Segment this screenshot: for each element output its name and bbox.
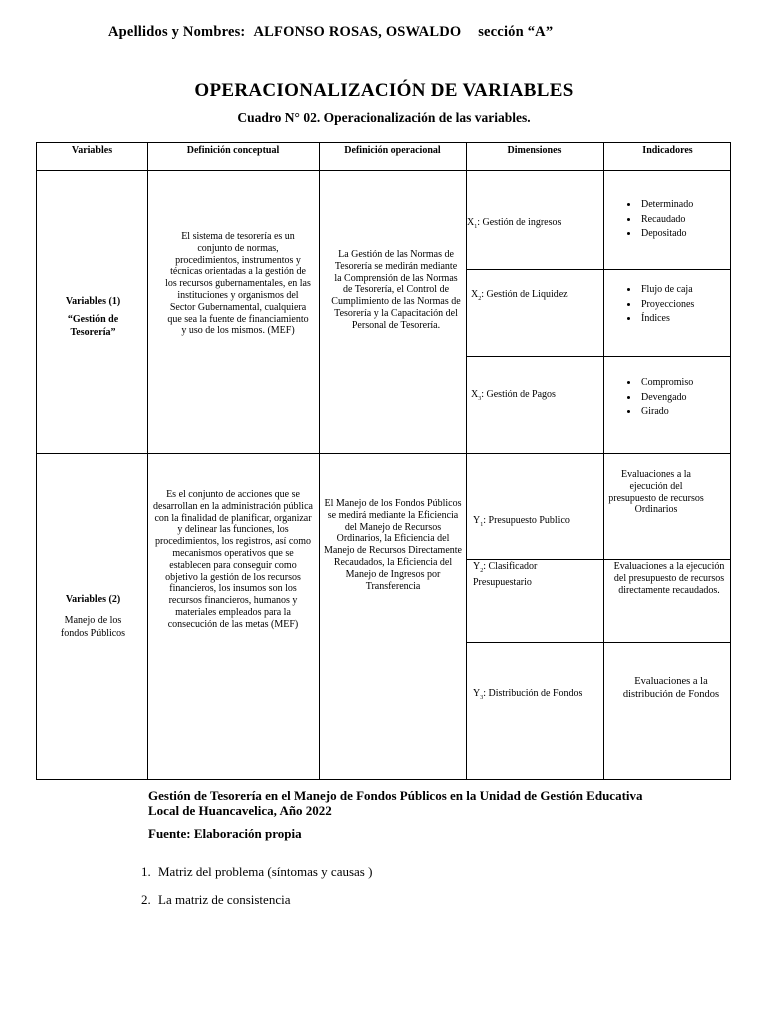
- row-divider: [466, 269, 730, 270]
- list-item: 2. La matriz de consistencia: [154, 892, 372, 908]
- indicator-item: • Flujo de caja: [639, 283, 694, 298]
- column-divider: [603, 143, 604, 779]
- row-divider: [466, 642, 730, 643]
- variable-2-cell: [45, 593, 141, 640]
- indicator-y3: Evaluaciones a la distribución de Fondos: [622, 676, 720, 700]
- row-divider: [466, 356, 730, 357]
- column-divider: [319, 143, 320, 779]
- dimension-y2: $Y_2$: Clasificador Presupuestario: [473, 561, 538, 588]
- table-caption: Gestión de Tesorería en el Manejo de Fondos Públicos en la Unidad de Gestión Educativa Local de Huancavelica, Año 2022: [148, 788, 643, 818]
- indicators-x2: [615, 283, 694, 327]
- dimension-x3: $X_3$: Gestión de Pagos: [471, 389, 556, 402]
- column-divider: [147, 143, 148, 779]
- indicator-item: • Recaudado: [639, 213, 693, 228]
- variable-2-label: Variables (2): [65, 594, 121, 605]
- table-source: Fuente: Elaboración propia: [148, 826, 302, 841]
- row-divider: [37, 170, 730, 171]
- dimension-x2: $X_2$: Gestión de Liquidez: [471, 289, 568, 302]
- indicator-item: • Compromiso: [639, 376, 693, 391]
- section-label: sección “A”: [478, 24, 554, 40]
- indicators-x1: [615, 198, 693, 242]
- indicator-item: • Índices: [639, 312, 694, 327]
- student-header: [108, 24, 558, 41]
- header-conceptual: Definición conceptual: [186, 145, 280, 156]
- indicators-x3: [615, 376, 693, 420]
- indicator-y2: Evaluaciones a la ejecución del presupuesto de recursos directamente recaudados.: [613, 561, 725, 596]
- variable-1-conceptual: El sistema de tesorería es un conjunto de normas, procedimientos, instrumentos y técnicas orientadas a la gestión de los recursos gubernamentales, en las instituciones y organismos del Sector Gubernamental, cualquiera que sea la fuente de financiamiento y uso de los mismos. (MEF): [165, 231, 311, 337]
- header-indicators: Indicadores: [642, 145, 693, 156]
- variable-2-name: Manejo de los fondos Públicos: [60, 615, 126, 639]
- list-item: 1. Matriz del problema (síntomas y causas ): [154, 864, 372, 880]
- indicator-item: • Proyecciones: [639, 298, 694, 313]
- indicator-item: • Devengado: [639, 391, 693, 406]
- header-operational: Definición operacional: [344, 145, 441, 156]
- variable-1-label: Variables (1): [65, 296, 121, 307]
- indicator-item: • Girado: [639, 405, 693, 420]
- row-divider: [466, 559, 730, 560]
- table-caption-title: Cuadro N° 02. Operacionalización de las variables.: [237, 110, 531, 125]
- row-divider: [37, 453, 730, 454]
- student-name: ALFONSO ROSAS, OSWALDO: [253, 24, 462, 40]
- dimension-x1: $X_1$: Gestión de ingresos: [467, 217, 562, 230]
- header-dimensions: Dimensiones: [507, 145, 562, 156]
- variable-1-name: “Gestión de Tesorería”: [67, 314, 119, 338]
- column-divider: [466, 143, 467, 779]
- indicator-item: • Depositado: [639, 227, 693, 242]
- operationalization-table: [36, 142, 731, 780]
- page-title: OPERACIONALIZACIÓN DE VARIABLES: [194, 80, 574, 101]
- variable-1-operational: La Gestión de las Normas de Tesorería se medirán mediante la Comprensión de las Normas de Tesorería, el Control de Cumplimiento de las Normas de Tesorería y la Capacitación del Personal de Tesorería.: [331, 249, 461, 331]
- header-variables: Variables: [71, 145, 113, 156]
- dimension-y3: $Y_3$: Distribución de Fondos: [473, 688, 583, 701]
- indicator-y1: Evaluaciones a la ejecución del presupuesto de recursos Ordinarios: [608, 469, 704, 516]
- numbered-list: [112, 864, 372, 920]
- variable-1-cell: [45, 295, 141, 339]
- dimension-y1: $Y_1$: Presupuesto Publico: [473, 515, 570, 528]
- name-label: Apellidos y Nombres:: [108, 24, 246, 40]
- variable-2-conceptual: Es el conjunto de acciones que se desarrollan en la administración pública con la finalidad de planificar, organizar y delinear las funciones, los procedimientos, los registros, así como mecanismos operativos que se establecen para conseguir como objetivo la gestión de los recursos financieros, los insumos son los recursos financieros, humanos y materiales empleados para la consecución de las metas (MEF): [153, 489, 313, 630]
- variable-2-operational: El Manejo de los Fondos Públicos se medirá mediante la Eficiencia del Manejo de Recursos Ordinarios, la Eficiencia del Manejo de Recursos Directamente Recaudados, la Eficiencia del Manejo de Ingresos por Transferencia: [323, 498, 462, 592]
- indicator-item: • Determinado: [639, 198, 693, 213]
